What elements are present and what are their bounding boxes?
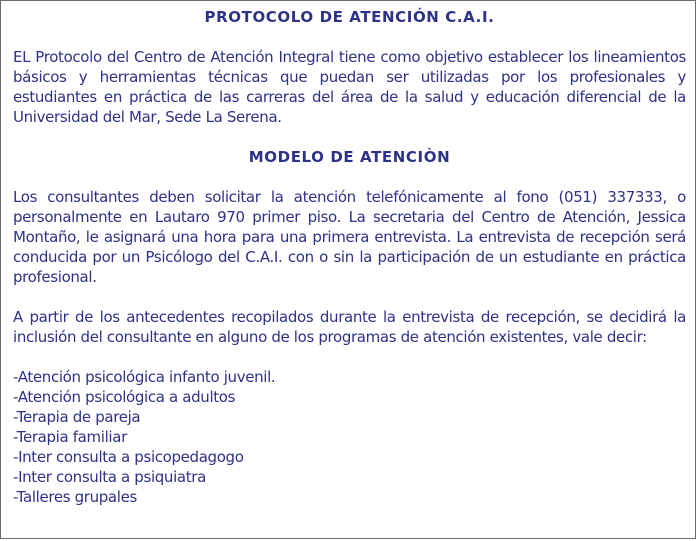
service-item: -Atención psicológica infanto juvenil. bbox=[13, 368, 276, 386]
service-item: -Terapia familiar bbox=[13, 428, 127, 446]
service-item: -Terapia de pareja bbox=[13, 408, 141, 426]
services-list bbox=[13, 367, 686, 507]
programs-intro-paragraph: A partir de los antecedentes recopilados durante la entrevista de recepción, se decidirá la inclusión del consultante en alguno de los programas de atención existentes, vale decir: bbox=[13, 308, 686, 346]
document-content bbox=[13, 7, 686, 507]
intro-paragraph: EL Protocolo del Centro de Atención Integral tiene como objetivo establecer los lineamientos básicos y herramientas técnicas que puedan ser utilizadas por los profesionales y estudiantes en práctica de las carreras del área de la salud y educación diferencial de la Universidad del Mar, Sede La Serena. bbox=[13, 48, 686, 126]
service-item: -Inter consulta a psiquiatra bbox=[13, 468, 206, 486]
service-item: -Atención psicológica a adultos bbox=[13, 388, 236, 406]
section-title: MODELO DE ATENCIÒN bbox=[248, 148, 451, 166]
service-item: -Inter consulta a psicopedagogo bbox=[13, 448, 244, 466]
contact-paragraph: Los consultantes deben solicitar la atención telefónicamente al fono (051) 337333, o personalmente en Lautaro 970 primer piso. La secretaria del Centro de Atención, Jessica Montaño, le asignará una hora para una primera entrevista. La entrevista de recepción será conducida por un Psicólogo del C.A.I. con o sin la participación de un estudiante en práctica profesional. bbox=[13, 188, 686, 286]
document-title: PROTOCOLO DE ATENCIÓN C.A.I. bbox=[204, 8, 495, 26]
service-item: -Talleres grupales bbox=[13, 488, 137, 506]
